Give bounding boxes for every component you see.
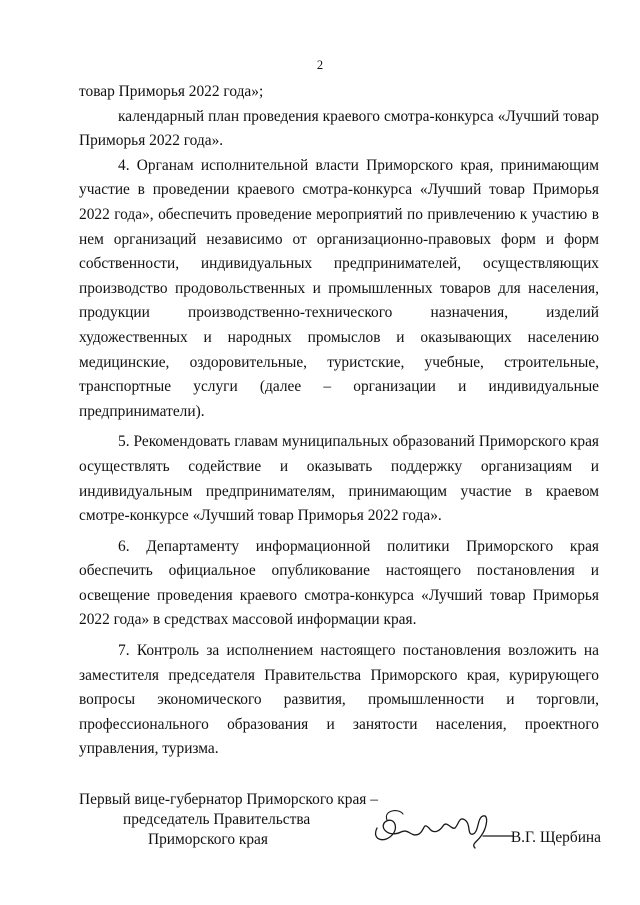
signatory-title-line-3: Приморского края	[148, 831, 268, 848]
signatory-title-line-1: Первый вице-губернатор Приморского края –	[79, 791, 378, 808]
handwritten-signature	[363, 798, 513, 854]
page-number: 2	[316, 58, 324, 72]
paragraph-item-4: 4. Органам исполнительной власти Приморского края, принимающим участие в проведении краевого смотра-конкурса «Лучший товар Приморья 2022 года», обеспечить проведение мероприятий по привлечению к участию в нем организаций независимо от организационно-правовых форм и форм собственности, индивидуальных предпринимателей, осуществляющих производство продовольственных и промышленных товаров для населения, продукции производственно-технического назначения, изделий художественных и народных промыслов и оказывающих населению медицинские, оздоровительные, туристские, учебные, строительные, транспортные услуги (далее – организации и индивидуальные предприниматели).	[79, 156, 599, 420]
paragraph-calendar-plan: календарный план проведения краевого смотра-конкурса «Лучший товар Приморья 2022 года».	[79, 107, 599, 150]
paragraph-continuation: товар Приморья 2022 года»;	[79, 83, 264, 100]
signatory-name: В.Г. Щербина	[510, 829, 601, 846]
document-body	[79, 80, 599, 762]
signature-block	[79, 790, 601, 850]
signatory-title-line-2: председатель Правительства	[123, 811, 311, 828]
paragraph-item-5: 5. Рекомендовать главам муниципальных образований Приморского края осуществлять содействие и оказывать поддержку организациям и индивидуальным предпринимателям, принимающим участие в краевом смотре-конкурсе «Лучший товар Приморья 2022 года».	[79, 433, 599, 525]
paragraph-item-7: 7. Контроль за исполнением настоящего постановления возложить на заместителя председателя Правительства Приморского края, курирующего вопросы экономического развития, промышленности и торговли, профессионального образования и занятости населения, проектного управления, туризма.	[79, 642, 599, 758]
paragraph-item-6: 6. Департаменту информационной политики Приморского края обеспечить официальное опубликование настоящего постановления и освещение проведения краевого смотра-конкурса «Лучший товар Приморья 2022 года» в средствах массовой информации края.	[79, 537, 599, 629]
